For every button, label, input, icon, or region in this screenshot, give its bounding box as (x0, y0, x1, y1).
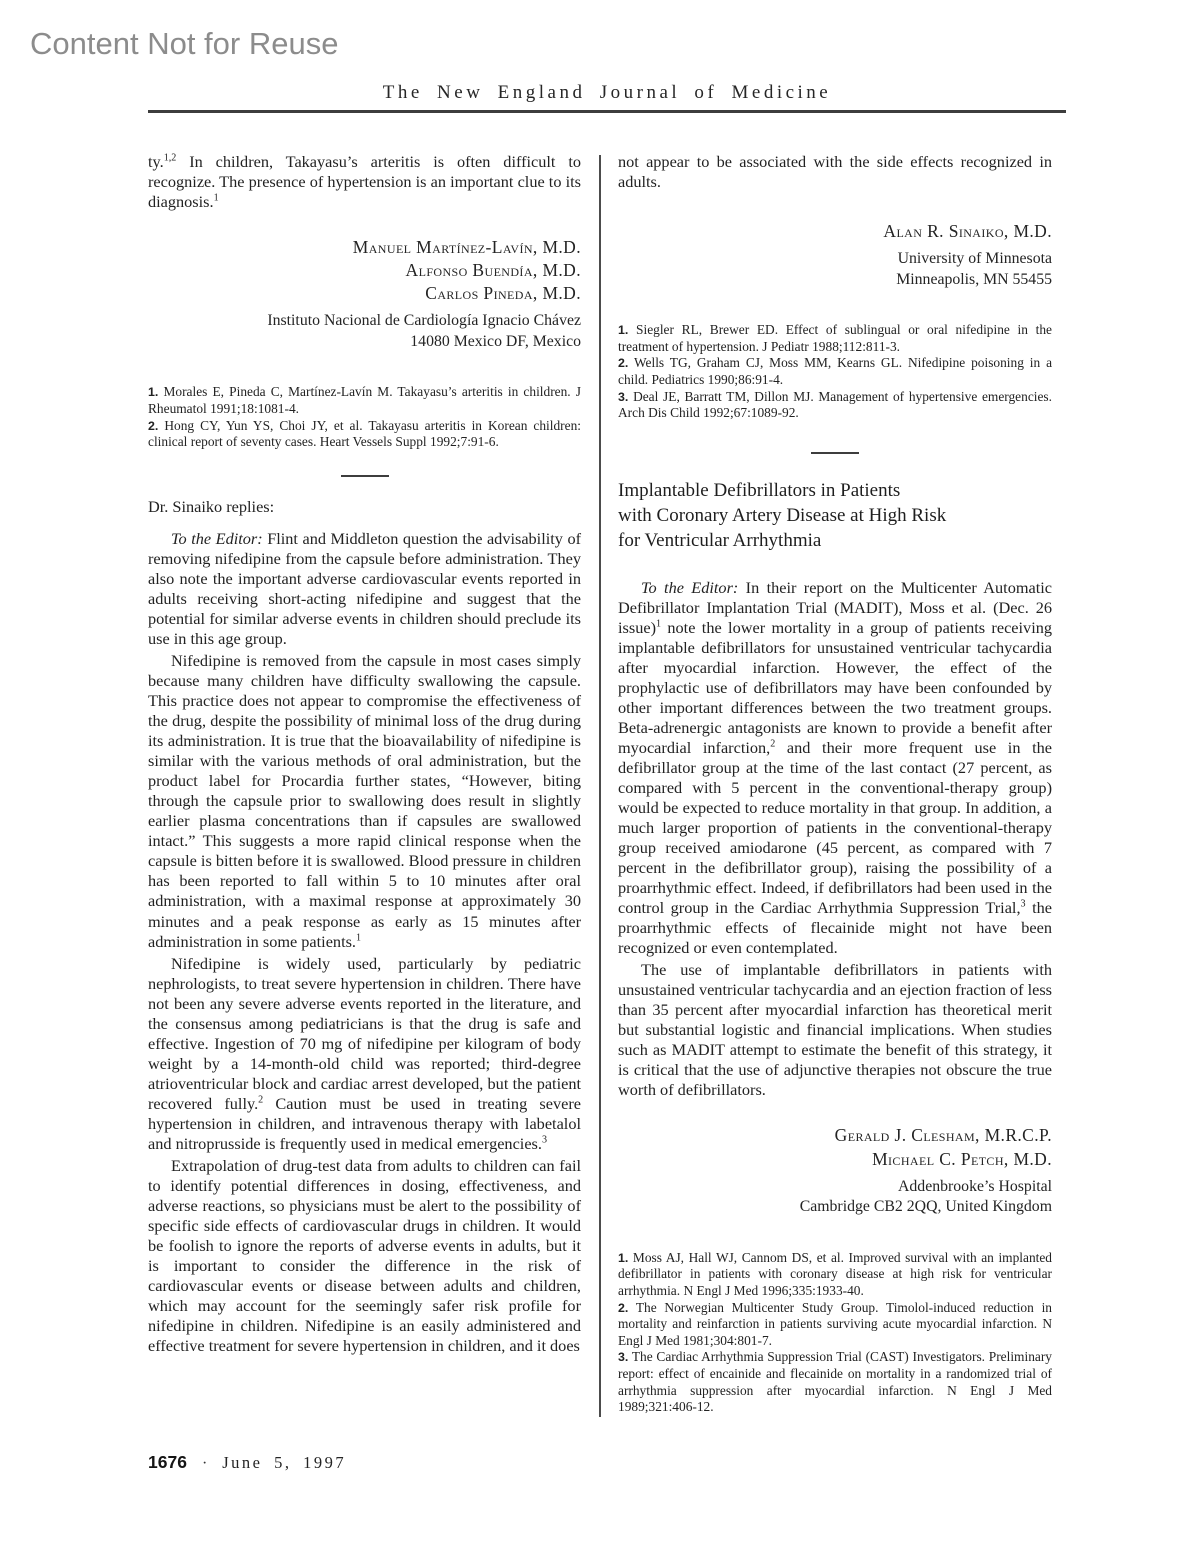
signature: Michael C. Petch, M.D. (872, 1148, 1052, 1169)
affiliation-line: University of Minnesota (897, 250, 1052, 268)
signature-block (618, 220, 1052, 243)
reference-text: Siegler RL, Brewer ED. Effect of sublingual or oral nifedipine in the treatment of hypertension. J Pediatr 1988;112:811-3. (618, 322, 1052, 354)
signature-block (148, 236, 581, 305)
reference-number: 3. (618, 1350, 629, 1365)
journal-title: The New England Journal of Medicine (382, 82, 832, 103)
reference-list (618, 322, 1052, 422)
reference-item (618, 389, 1052, 422)
affiliation-line: Instituto Nacional de Cardiología Ignacio Chávez (267, 312, 581, 330)
page-number: 1676 (148, 1452, 187, 1472)
reference-number: 2. (618, 356, 629, 371)
signature: Manuel Martínez-Lavín, M.D. (352, 237, 581, 258)
reference-text: The Norwegian Multicenter Study Group. Timolol-induced reduction in mortality and reinfarction in patients surviving acute myocardial infarction. N Engl J Med 1981;304:801-7. (618, 1299, 1052, 1348)
reference-number: 2. (618, 1300, 629, 1315)
reference-number: 1. (618, 1250, 629, 1265)
signature-block (618, 1124, 1052, 1170)
reference-item (148, 418, 581, 451)
reference-number: 1. (148, 385, 159, 400)
reference-number: 3. (618, 389, 629, 404)
letter-title-line: with Coronary Artery Disease at High Risk (618, 505, 947, 527)
right-column (618, 152, 1052, 1416)
affiliation-block (618, 1177, 1052, 1218)
masthead (148, 82, 1066, 113)
section-divider-rule (811, 452, 859, 454)
paragraph: Nifedipine is removed from the capsule in most cases simply because many children have difficulty swallowing the capsule. This practice does not appear to compromise the effectiveness of the drug, despite the possibility of minimal loss of the drug during its administration. It is true that the bioavailability of nifedipine is similar with the various methods of oral administration, but the product label for Procardia further states, “However, biting through the capsule prior to swallowing does result in slightly earlier plasma concentrations than if capsules are swallowed intact.” This suggests a more rapid clinical response when the capsule is bitten before it is swallowed. Blood pressure in children has been reported to fall within 5 to 10 minutes after oral administration, with a maximal response at approximately 30 minutes and a peak response as early as 15 minutes after administration in some patients.$^1$ (148, 651, 581, 951)
reference-item (618, 1250, 1052, 1300)
affiliation-line: Minneapolis, MN 55455 (896, 270, 1052, 288)
reference-item (148, 384, 581, 417)
paragraph: The use of implantable defibrillators in patients with unsustained ventricular tachycardia and an ejection fraction of less than 35 percent after myocardial infarction has theoretical merit but substantial logistic and financial implications. When studies such as MADIT attempt to estimate the benefit of this strategy, it is critical that the use of adjunctive therapies not obscure the true worth of defibrillators. (618, 960, 1052, 1100)
reply-continuation-paragraph: not appear to be associated with the side effects recognized in adults. (618, 152, 1052, 192)
reference-text: Hong CY, Yun YS, Choi JY, et al. Takayasu arteritis in Korean children: clinical report of seventy cases. Heart Vessels Suppl 1992;7:91-6. (148, 417, 581, 450)
affiliation-line: 14080 Mexico DF, Mexico (410, 332, 581, 350)
affiliation-block (148, 311, 581, 352)
masthead-rule (148, 110, 1066, 113)
reply-heading: Dr. Sinaiko replies: (148, 496, 275, 516)
watermark-text: Content Not for Reuse (30, 26, 339, 61)
reference-item (618, 1349, 1052, 1415)
paragraph: Nifedipine is widely used, particularly by pediatric nephrologists, to treat severe hypertension in children. There have not been any severe adverse events reported in the literature, and the consensus among pediatricians is that the drug is safe and effective. Ingestion of 70 mg of nifedipine per kilogram of body weight by a 14-month-old child was reported; third-degree atrioventricular block and cardiac arrest developed, but the patient recovered fully.$^2$ Caution must be used in treating severe hypertension in children, and intravenous therapy with labetalol and nitroprusside is frequently used in medical emergencies.$^3$ (148, 953, 581, 1153)
reference-item (618, 355, 1052, 388)
signature: Alfonso Buendía, M.D. (405, 260, 581, 281)
signature: Alan R. Sinaiko, M.D. (883, 221, 1052, 242)
affiliation-line: Addenbrooke’s Hospital (898, 1177, 1052, 1195)
reference-list (618, 1250, 1052, 1416)
paragraph: To the Editor: In their report on the Multicenter Automatic Defibrillator Implantation Trial (MADIT), Moss et al. (Dec. 26 issue)$^1$ note the lower mortality in a group of patients receiving implantable defibrillators for unsustained ventricular tachycardia after myocardial infarction. However, the effect of the prophylactic use of defibrillators may have been confounded by other important differences between the two treatment groups. Beta-adrenergic antagonists are known to provide a benefit after myocardial infarction,$^2$ and their more frequent use in the defibrillator group at the time of the last contact (27 percent, as compared with 5 percent in the conventional-therapy group) would be expected to reduce mortality in that group. In addition, a much larger proportion of patients in the conventional-therapy group received amiodarone (45 percent, as compared with 7 percent in the defibrillator group), raising the possibility of a proarrhythmic effect. Indeed, if defibrillators had been used in the control group in the Cardiac Arrhythmia Suppression Trial,$^3$ the proarrhythmic effects of flecainide might not have been recognized or even contemplated. (618, 577, 1053, 958)
left-column (148, 152, 581, 1356)
reference-list (148, 384, 581, 450)
paragraph: To the Editor: Flint and Middleton question the advisability of removing nifedipine from the capsule before administration. They also note the important adverse cardiovascular events reported in adults receiving short-acting nifedipine and suggest that the potential for similar adverse events in children should preclude its use in this age group. (148, 528, 582, 649)
signature: Carlos Pineda, M.D. (425, 283, 581, 304)
page-footer (148, 1452, 346, 1473)
letter-title-line: for Ventricular Arrhythmia (618, 530, 822, 552)
reference-item (618, 1300, 1052, 1350)
column-divider-line (599, 155, 601, 1417)
issue-date: June 5, 1997 (222, 1453, 347, 1472)
signature: Gerald J. Clesham, M.R.C.P. (834, 1125, 1052, 1146)
reference-number: 1. (618, 323, 629, 338)
section-divider-rule (341, 475, 389, 477)
letter-title (618, 478, 1052, 554)
paragraph: Extrapolation of drug-test data from adults to children can fail to identify potential differences in dosing, effectiveness, and adverse reactions, so physicians must be alert to the possibility of specific side effects of cardiovascular drugs in children. It would be foolish to ignore the reports of adverse events in adults, but it is important to consider the difference in the risk of cardiovascular events or disease between adults and children, which may account for the seemingly safer risk profile for nifedipine in children. Nifedipine is an easily administered and effective treatment for severe hypertension in children, and it does (148, 1155, 581, 1356)
reference-number: 2. (148, 418, 159, 433)
affiliation-block (618, 249, 1052, 290)
letter-closing-paragraph: ty.$^{1,2}$ In children, Takayasu’s arteritis is often difficult to recognize. The presence of hypertension is an important clue to its diagnosis.$^1$ (148, 152, 581, 212)
reference-item (618, 322, 1052, 355)
letter-title-line: Implantable Defibrillators in Patients (618, 479, 901, 501)
reference-text: Wells TG, Graham CJ, Moss MM, Kearns GL. Nifedipine poisoning in a child. Pediatrics 1990;86:91-4. (618, 355, 1053, 388)
reference-text: Morales E, Pineda C, Martínez-Lavín M. Takayasu’s arteritis in children. J Rheumatol 1991;18:1081-4. (148, 384, 581, 417)
reference-text: Deal JE, Barratt TM, Dillon MJ. Management of hypertensive emergencies. Arch Dis Child 1992;67:1089-92. (618, 388, 1052, 421)
footer-separator-dot: · (201, 1455, 208, 1472)
reference-text: The Cardiac Arrhythmia Suppression Trial (CAST) Investigators. Preliminary report: effect of encainide and flecainide on mortality in a randomized trial of arrhythmia suppression after myocardial infarction. N Engl J Med 1989;321:406-12. (618, 1349, 1052, 1415)
reference-text: Moss AJ, Hall WJ, Cannom DS, et al. Improved survival with an implanted defibrillator in patients with coronary disease at high risk for ventricular arrhythmia. N Engl J Med 1996;335:1933-40. (618, 1249, 1052, 1298)
affiliation-line: Cambridge CB2 2QQ, United Kingdom (799, 1198, 1052, 1216)
